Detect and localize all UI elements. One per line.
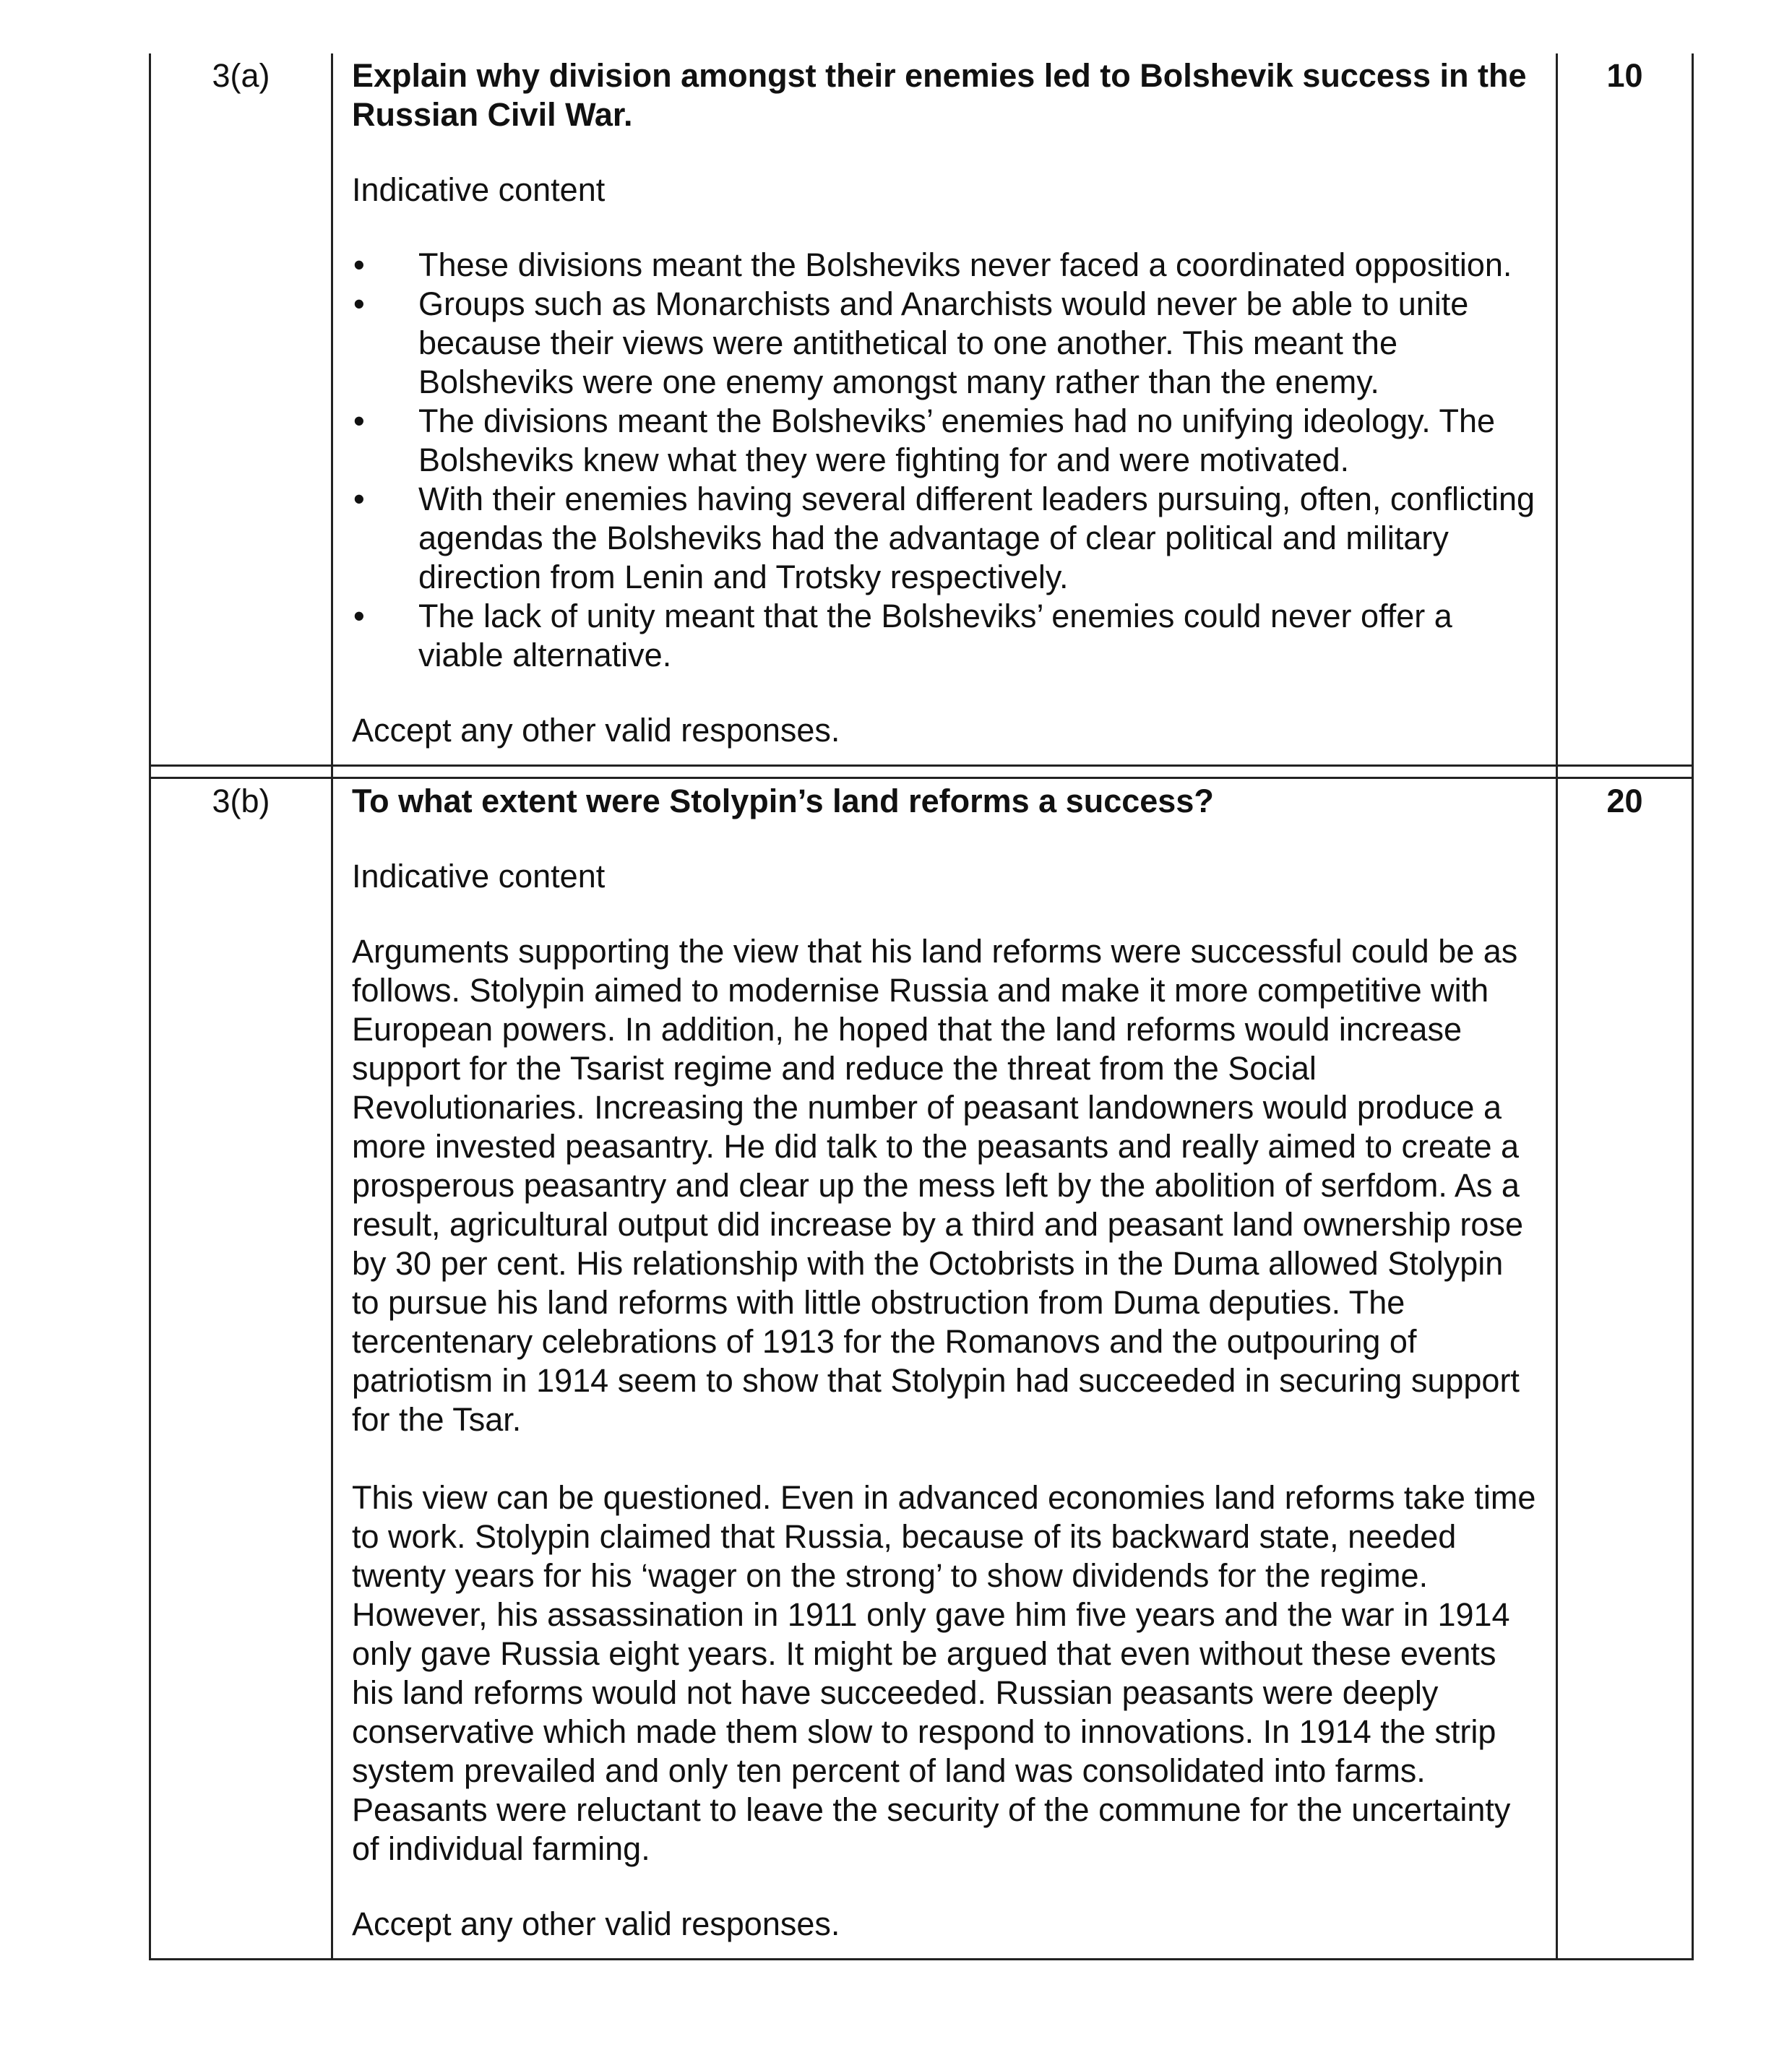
paragraph-questioning: This view can be questioned. Even in advanced economies land reforms take time to work. Stolypin claimed that Russia, because of its backward state, needed twenty years for his ‘wager on the strong’ to show dividends for the regime. However, his assassination in 1911 only gave him five years and the war in 1914 only gave Russia eight years. It might be argued that even without these events his land reforms would not have succeeded. Russian peasants were deeply conservative which made them slow to respond to innovations. In 1914 the strip system prevailed and only ten percent of land was consolidated into farms. Peasants were reluctant to leave the security of the commune for the uncertainty of individual farming. xyxy=(352,1479,1536,1867)
marks-3a: 10 xyxy=(1557,53,1693,766)
marks-3b: 20 xyxy=(1557,778,1693,1960)
bullet-item xyxy=(352,597,1537,675)
bullet-text: The divisions meant the Bolsheviks’ enemies had no unifying ideology. The Bolsheviks knew what they were fighting for and were motivated. xyxy=(418,402,1496,478)
bullet-item xyxy=(352,480,1537,597)
bullet-item xyxy=(352,246,1537,285)
question-text-3b: To what extent were Stolypin’s land reforms a success? xyxy=(352,783,1214,819)
accept-note-3a: Accept any other valid responses. xyxy=(352,712,840,749)
separator-cell xyxy=(332,766,1557,778)
mark-scheme-page xyxy=(149,53,1647,1960)
bullet-dot-icon: • xyxy=(353,246,365,283)
question-content-3b xyxy=(332,778,1557,1960)
question-number-3b: 3(b) xyxy=(150,778,332,1960)
separator-cell xyxy=(150,766,332,778)
bullet-text: The lack of unity meant that the Bolsheviks’ enemies could never offer a viable alternative. xyxy=(418,598,1452,673)
question-row-3a xyxy=(150,53,1693,766)
indicative-content-label-3b: Indicative content xyxy=(352,858,606,895)
bullet-text: Groups such as Monarchists and Anarchists would never be able to unite because their views were antithetical to one another. This meant the Bolsheviks were one enemy amongst many rather than the enemy. xyxy=(418,285,1469,400)
bullet-dot-icon: • xyxy=(353,481,365,517)
bullet-dot-icon: • xyxy=(353,598,365,634)
bullet-dot-icon: • xyxy=(353,402,365,439)
mark-scheme-table xyxy=(149,53,1694,1960)
bullet-item xyxy=(352,402,1537,480)
bullet-list-3a xyxy=(352,246,1537,675)
separator-cell xyxy=(1557,766,1693,778)
bullet-text: With their enemies having several different leaders pursuing, often, conflicting agendas the Bolsheviks had the advantage of clear political and military direction from Lenin and Trotsky respectively. xyxy=(418,481,1535,595)
bullet-dot-icon: • xyxy=(353,285,365,322)
indicative-content-label-3a: Indicative content xyxy=(352,171,606,208)
question-number-3a: 3(a) xyxy=(150,53,332,766)
question-text-3a: Explain why division amongst their enemies led to Bolshevik success in the Russian Civil War. xyxy=(352,57,1527,133)
paragraph-supporting: Arguments supporting the view that his land reforms were successful could be as follows. Stolypin aimed to modernise Russia and make it more competitive with European powers. In addition, he hoped that the land reforms would increase support for the Tsarist regime and reduce the threat from the Social Revolutionaries. Increasing the number of peasant landowners would produce a more invested peasantry. He did talk to the peasants and really aimed to create a prosperous peasantry and clear up the mess left by the abolition of serfdom. As a result, agricultural output did increase by a third and peasant land ownership rose by 30 per cent. His relationship with the Octobrists in the Duma allowed Stolypin to pursue his land reforms with little obstruction from Duma deputies. The tercentenary celebrations of 1913 for the Romanovs and the outpouring of patriotism in 1914 seem to show that Stolypin had succeeded in securing support for the Tsar. xyxy=(352,933,1523,1438)
bullet-text: These divisions meant the Bolsheviks never faced a coordinated opposition. xyxy=(418,246,1512,283)
accept-note-3b: Accept any other valid responses. xyxy=(352,1905,840,1942)
row-separator xyxy=(150,766,1693,778)
question-row-3b xyxy=(150,778,1693,1960)
question-content-3a xyxy=(332,53,1557,766)
bullet-item xyxy=(352,285,1537,402)
